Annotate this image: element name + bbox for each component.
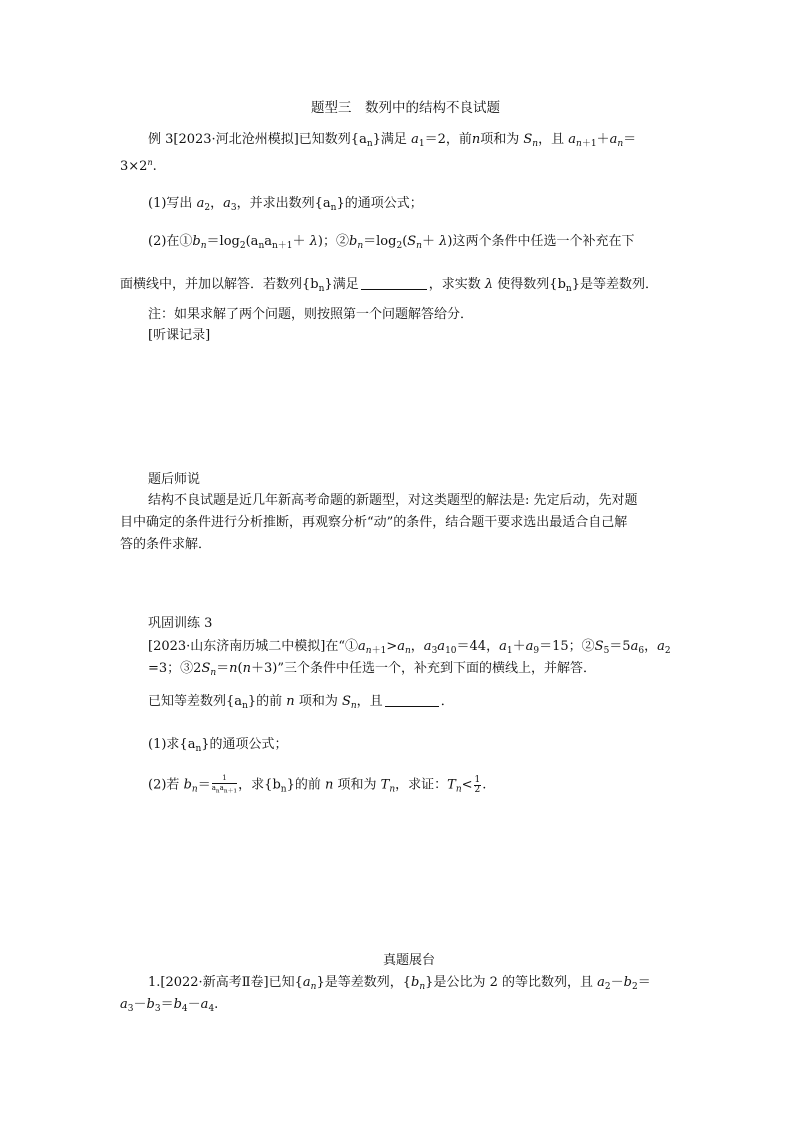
example-3-line-1: 例 3[2023·河北沧州模拟]已知数列$\{a_n\}$满足 $a_1=2$，前n项和为 $S_n$，且 $a_{n+1}+a_n=$ [148, 132, 637, 149]
teacher-notes-line-3: 答的条件求解． [120, 537, 212, 552]
example-3-line-2: $3\times 2^n$. [120, 158, 157, 174]
fraction-one-half: $\frac{1}{2}$ [474, 774, 481, 795]
practice-3-line-1: [2023·山东济南历城二中模拟]在“$①a_{n+1}>a_n$，$a_3a_{10}=44$，$a_1+a_9=15$；$②S_5=5a_6$，$a_2$ [148, 639, 671, 656]
answer-blank[interactable] [361, 277, 427, 290]
example-3-note: 注：如果求解了两个问题，则按照第一个问题解答给分． [148, 307, 474, 322]
teacher-notes-line-1: 结构不良试题是近几年新高考命题的新题型，对这类题型的解法是: 先定后动，先对题 [148, 493, 638, 508]
example-3-question-2-line-2: 面横线中，并加以解答．若数列$\{b_n\}$满足 ，求实数 λ 使得数列$\{b_n\}$是等差数列． [120, 277, 658, 294]
practice-3-question-1: (1)求$\{a_n\}$的通项公式； [148, 737, 288, 754]
practice-3-line-2: =3；$③2S_n=n(n+3)$”三个条件中任选一个，补充到下面的横线上，并解答． [148, 661, 596, 678]
real-exam-problem-1-line-1: 1.[2022·新高考Ⅱ卷]已知$\{a_n\}$是等差数列，$\{b_n\}$是公比为 2 的等比数列，且 $a_2-b_2=$ [148, 975, 651, 992]
example-3-question-2-line-1: (2)在$①b_n=\log_2(a_na_{n+1}+ \lambda)$；$②b_n=\log_2(S_n+ \lambda)$这两个条件中任选一个补充在下 [148, 234, 635, 251]
teacher-notes-line-2: 目中确定的条件进行分析推断，再观察分析“动”的条件，结合题干要求选出最适合自己解 [120, 515, 628, 530]
answer-blank[interactable] [385, 694, 439, 707]
practice-3-question-2: (2)若 $b_n=$ $\frac{1}{a_na_{n+1}}$ ，求$\{b_n\}$的前 n 项和为 $T_n$，求证：$T_n<$ $\frac{1}{2}$ . [148, 774, 487, 795]
fraction: $\frac{1}{a_na_{n+1}}$ [211, 774, 238, 795]
example-3-question-1: (1)写出 $a_2$，$a_3$，并求出数列$\{a_n\}$的通项公式； [148, 196, 423, 213]
section-title: 题型三 数列中的结构不良试题 [311, 100, 500, 116]
teacher-notes-heading: 题后师说 [148, 472, 201, 487]
real-exam-problem-1-line-2: $a_3-b_3=b_4-a_4$. [120, 997, 219, 1014]
practice-3-stem: 已知等差数列$\{a_n\}$的前 n 项和为 $S_n$，且 ． [148, 694, 454, 711]
real-exam-heading: 真题展台 [383, 953, 436, 968]
practice-3-heading: 巩固训练 3 [148, 616, 213, 631]
lecture-notes-label: [听课记录] [148, 328, 211, 343]
example-source: 例 3[2023·河北沧州模拟] [148, 132, 299, 147]
